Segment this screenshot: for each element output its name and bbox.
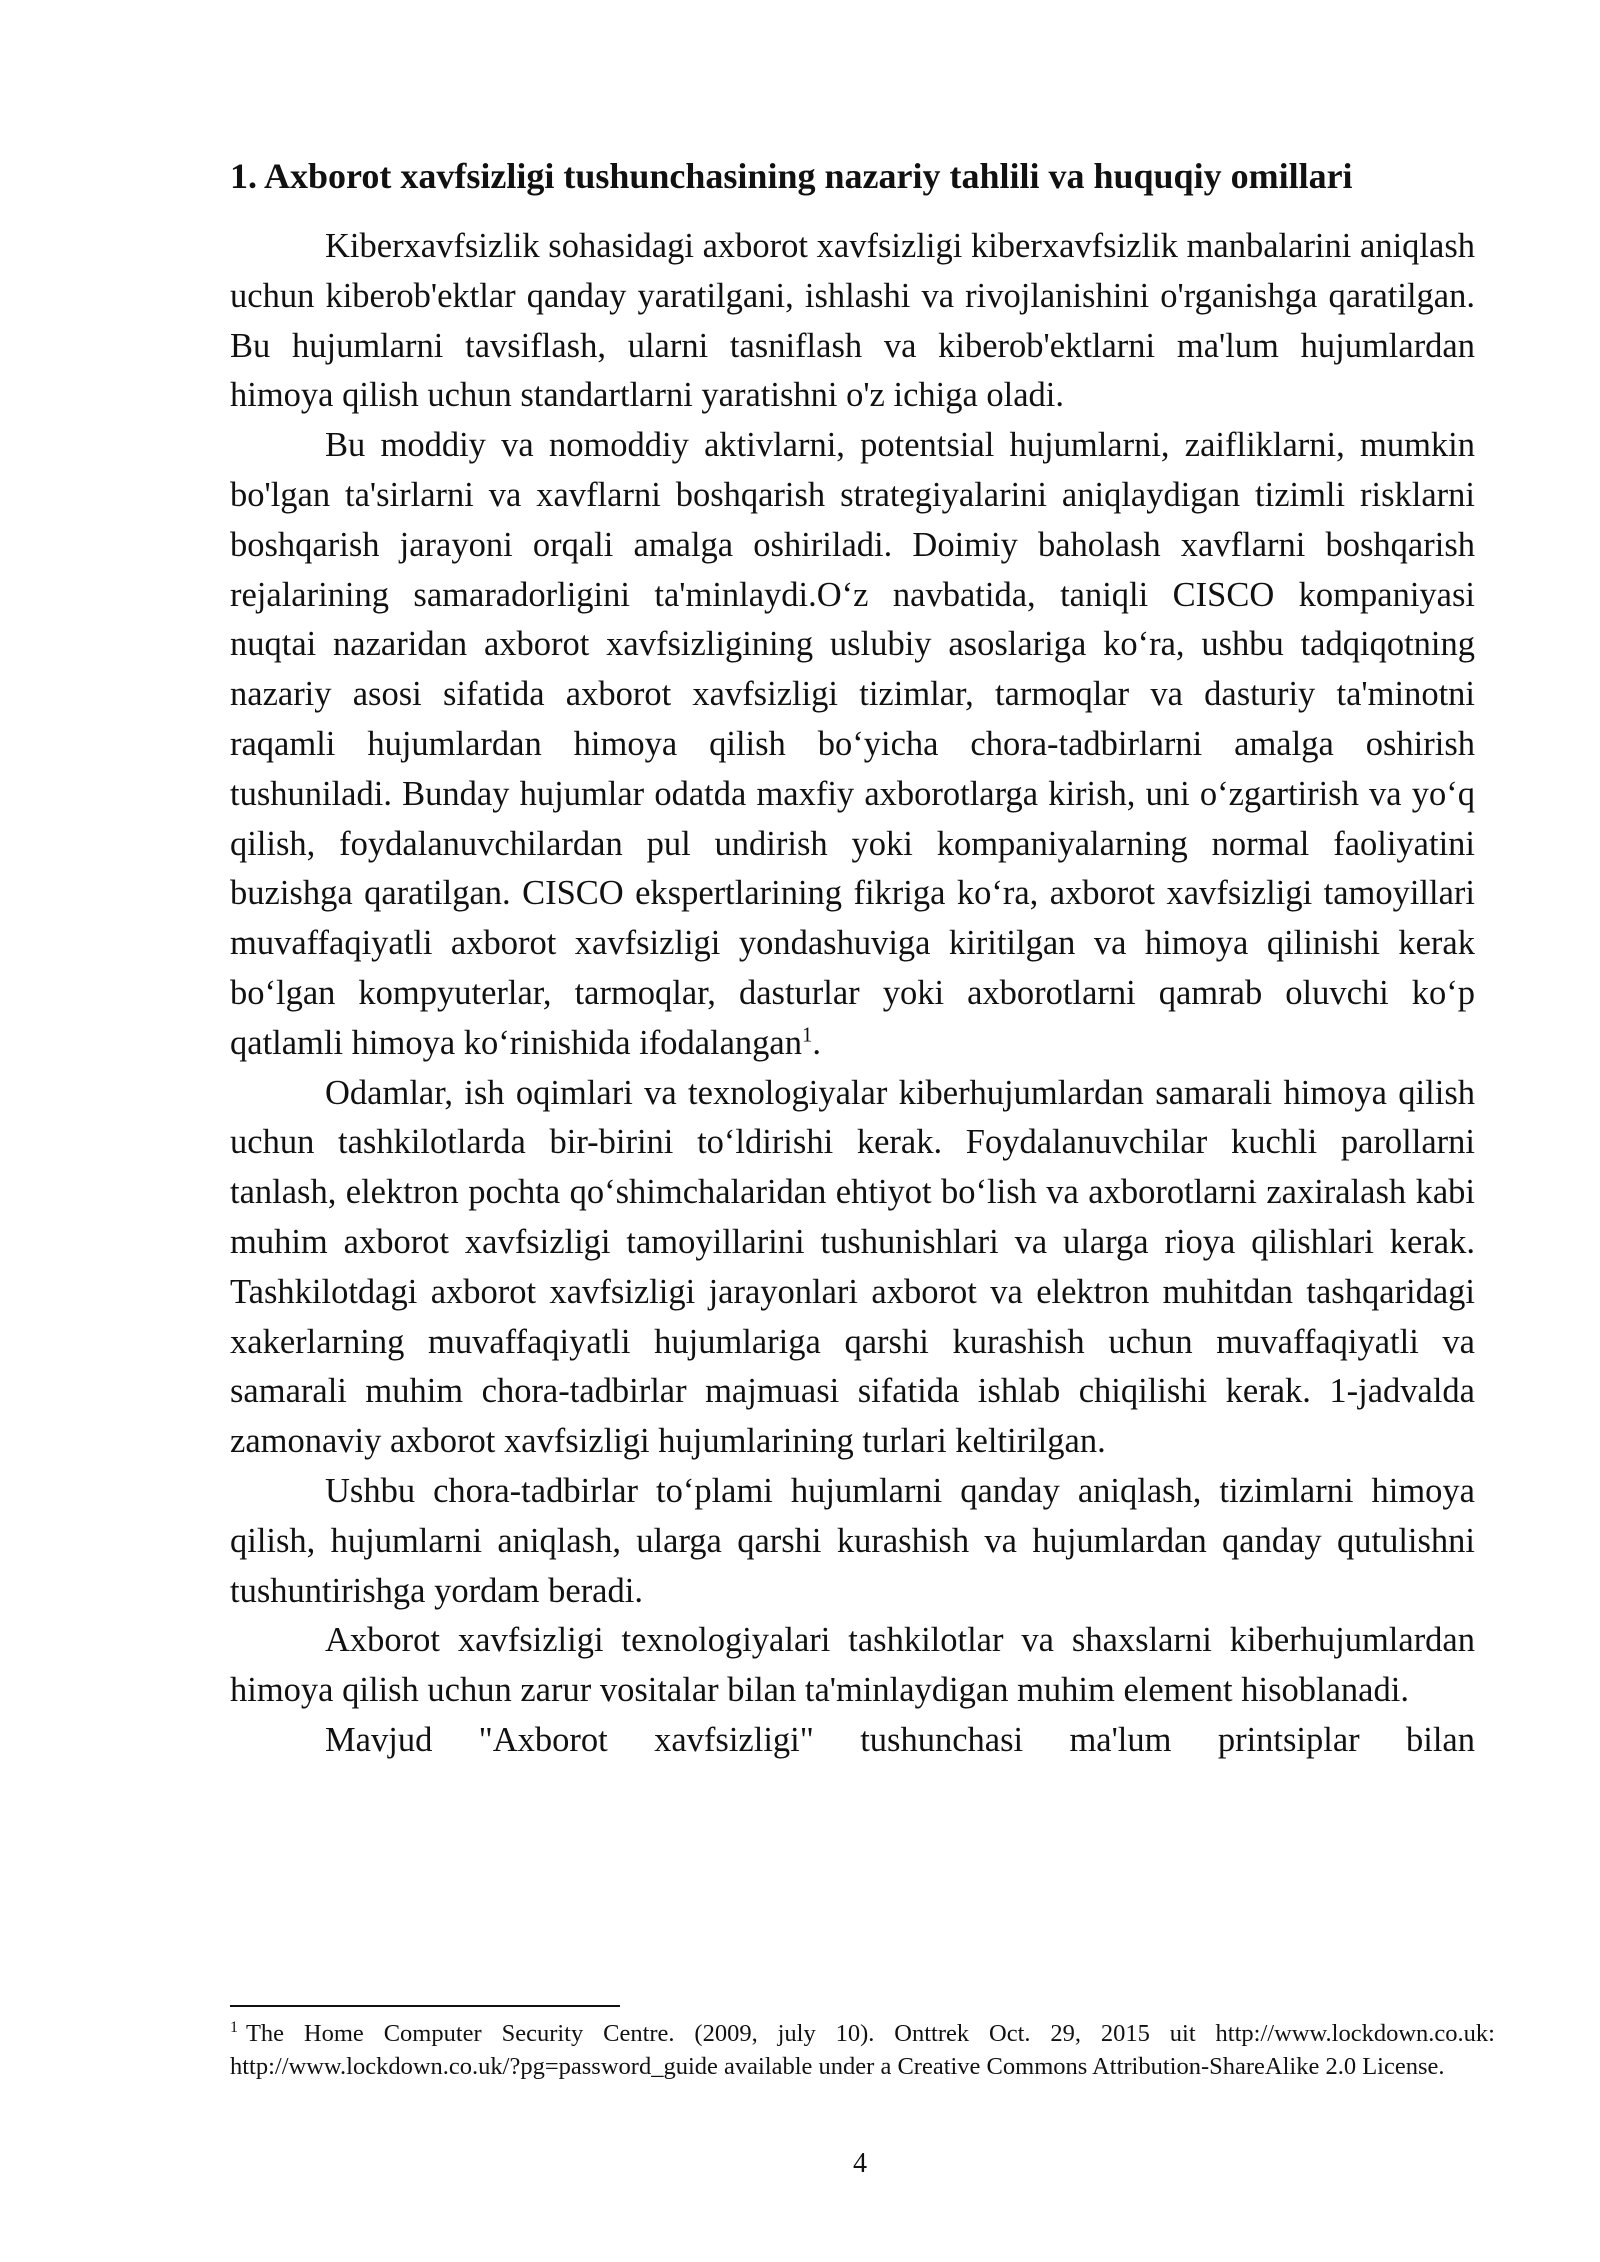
page-number: 4 bbox=[853, 2148, 867, 2179]
footnote bbox=[230, 2018, 1495, 2083]
footnote-separator bbox=[230, 2005, 620, 2007]
paragraph-3: Odamlar, ish oqimlari va texnologiyalar kiberhujumlardan samarali himoya qilish uchun tashkilotlarda bir-birini to‘ldirishi kerak. Foydalanuvchilar kuchli parollarni tanlash, elektron pochta qo‘shimchalaridan ehtiyot bo‘lish va axborotlarni zaxiralash kabi muhim axborot xavfsizligi tamoyillarini tushunishlari va ularga rioya qilishlari kerak. Tashkilotdagi axborot xavfsizligi jarayonlari axborot va elektron muhitdan tashqaridagi xakerlarning muvaffaqiyatli hujumlariga qarshi kurashish uchun muvaffaqiyatli va samarali muhim chora-tadbirlar majmuasi sifatida ishlab chiqilishi kerak. 1-jadvalda zamonaviy axborot xavfsizligi hujumlarining turlari keltirilgan. bbox=[230, 1073, 1475, 1461]
paragraph-2-text: Bu moddiy va nomoddiy aktivlarni, potentsial hujumlarni, zaifliklarni, mumkin bo'lgan ta'sirlarni va xavflarni boshqarish strategiyalarini aniqlaydigan tizimli risklarni boshqarish jarayoni orqali amalga oshiriladi. Doimiy baholash xavflarni boshqarish rejalarining samaradorligini ta'minlaydi.O‘z navbatida, taniqli CISCO kompaniyasi nuqtai nazaridan axborot xavfsizligining uslubiy asoslariga ko‘ra, ushbu tadqiqotning nazariy asosi sifatida axborot xavfsizligi tizimlar, tarmoqlar va dasturiy ta'minotni raqamli hujumlardan himoya qilish bo‘yicha chora-tadbirlarni amalga oshirish tushuniladi. Bunday hujumlar odatda maxfiy axborotlarga kirish, uni o‘zgartirish va yo‘q qilish, foydalanuvchilardan pul undirish yoki kompaniyalarning normal faoliyatini buzishga qaratilgan. CISCO ekspertlarining fikriga ko‘ra, axborot xavfsizligi tamoyillari muvaffaqiyatli axborot xavfsizligi yondashuviga kiritilgan va himoya qilinishi kerak bo‘lgan kompyuterlar, tarmoqlar, dasturlar yoki axborotlarni qamrab oluvchi ko‘p qatlamli himoya ko‘rinishida ifodalangan bbox=[230, 426, 1475, 1062]
section-heading: 1. Axborot xavfsizligi tushunchasining nazariy tahlili va huquqiy omillari bbox=[230, 156, 1353, 196]
footnote-text: The Home Computer Security Centre. (2009, july 10). Onttrek Oct. 29, 2015 uit http://www.lockdown.co.uk: http://www.lockdown.co.uk/?pg=password_guide available under a Creative Commons Attribution-ShareAlike 2.0 License. bbox=[230, 2020, 1495, 2080]
paragraph-4: Ushbu chora-tadbirlar to‘plami hujumlarni qanday aniqlash, tizimlarni himoya qilish, hujumlarni aniqlash, ularga qarshi kurashish va hujumlardan qanday qutulishni tushuntirishga yordam beradi. bbox=[230, 1471, 1475, 1610]
paragraph-2-end: . bbox=[812, 1023, 821, 1062]
body-text bbox=[230, 222, 1475, 1766]
footnote-marker: 1 bbox=[230, 2018, 238, 2036]
paragraph-2 bbox=[230, 421, 1475, 1068]
footnote-reference[interactable]: 1 bbox=[801, 1024, 813, 1047]
paragraph-5: Axborot xavfsizligi texnologiyalari tashkilotlar va shaxslarni kiberhujumlardan himoya qilish uchun zarur vositalar bilan ta'minlaydigan muhim element hisoblanadi. bbox=[230, 1621, 1475, 1710]
paragraph-1: Kiberxavfsizlik sohasidagi axborot xavfsizligi kiberxavfsizlik manbalarini aniqlash uchun kiberob'ektlar qanday yaratilgani, ishlashi va rivojlanishini o'rganishga qaratilgan. Bu hujumlarni tavsiflash, ularni tasniflash va kiberob'ektlarni ma'lum hujumlardan himoya qilish uchun standartlarni yaratishni o'z ichiga oladi. bbox=[230, 227, 1475, 415]
paragraph-6: Mavjud "Axborot xavfsizligi" tushunchasi ma'lum printsiplar bilan bbox=[325, 1720, 1475, 1759]
